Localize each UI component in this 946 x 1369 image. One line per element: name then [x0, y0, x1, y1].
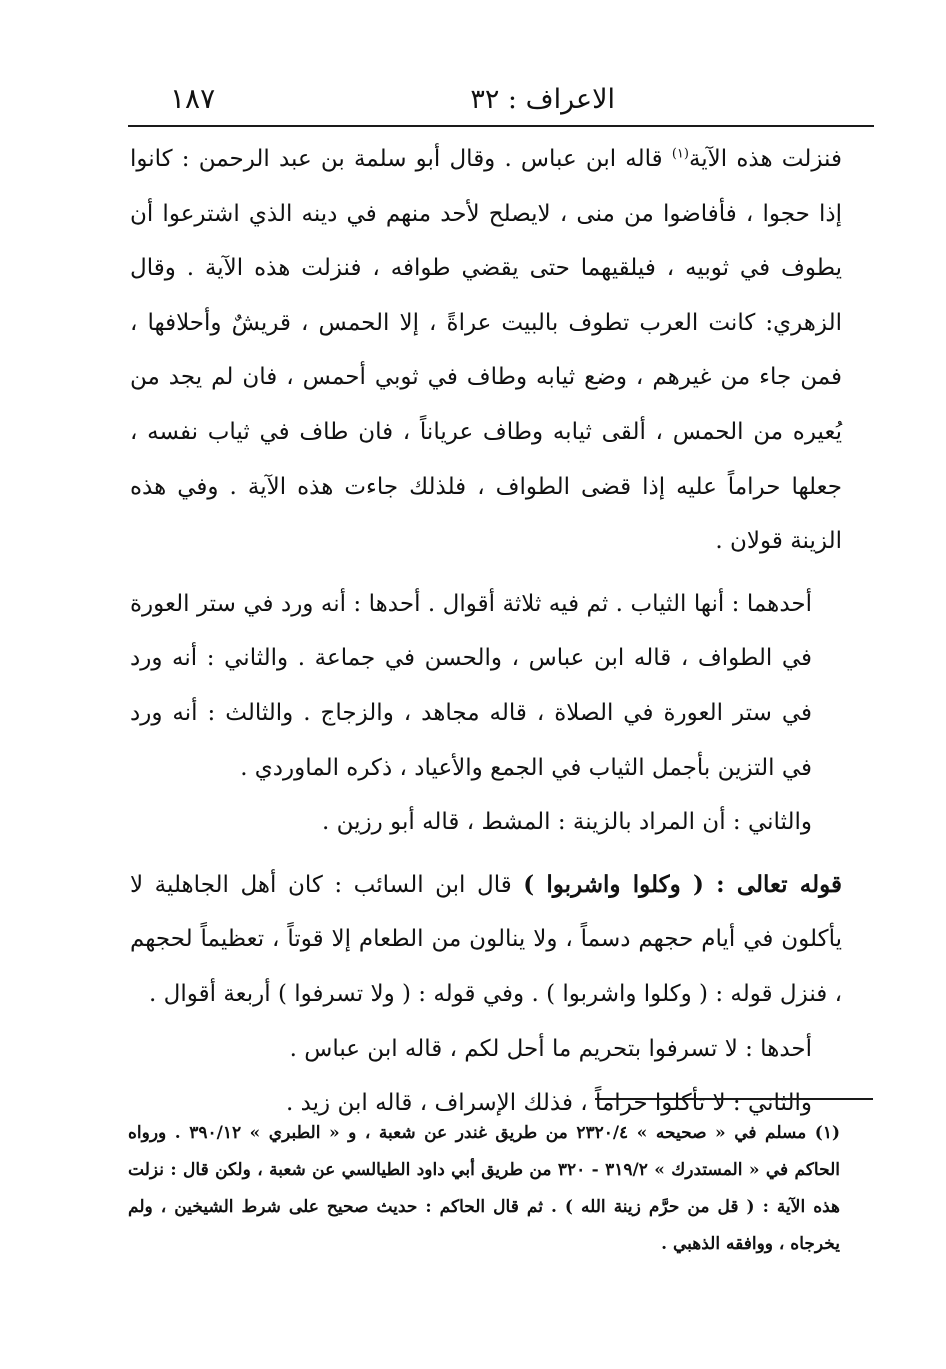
paragraph-1-start: فنزلت هذه الآية: [688, 146, 842, 172]
paragraph-4: [130, 858, 842, 1022]
running-head: [130, 80, 850, 120]
header-rule: [128, 125, 874, 127]
footnote-marker: (١): [671, 146, 689, 162]
paragraph-1: [130, 132, 842, 569]
verse-reference: قوله تعالى : ( وكلوا واشربوا ): [523, 870, 842, 898]
footnote-text: (١) مسلم في « صحيحه » ٢٣٢٠/٤ من طريق غندر عن شعبة ، و « الطبري » ٣٩٠/١٢ . ورواه الحاكم في « المستدرك » ٣١٩/٢ - ٣٢٠ من طريق أبي داود الطيالسي عن شعبة ، ولكن قال : نزلت هذه الآية : ( قل من حرَّم زينة الله ) . ثم قال الحاكم : حديث صحيح على شرط الشيخين ، ولم يخرجاه ، ووافقه الذهبي .: [128, 1123, 840, 1254]
page-number: ١٨٧: [170, 82, 216, 115]
paragraph-2: أحدهما : أنها الثياب . ثم فيه ثلاثة أقوال . أحدها : أنه ورد في ستر العورة في الطواف ، قاله ابن عباس ، والحسن في جماعة . والثاني : أنه ورد في ستر العورة في الصلاة ، قاله مجاهد ، والزجاج . والثالث : أنه ورد في التزين بأجمل الثياب في الجمع والأعياد ، ذكره الماوردي .: [130, 590, 812, 781]
paragraph-1-rest: قاله ابن عباس . وقال أبو سلمة بن عبد الرحمن : كانوا إذا حجوا ، فأفاضوا من منى ، لايصلح لأحد منهم في دينه الذي اشترعوا أن يطوف في ثوبيه ، فيلقيهما حتى يقضي طوافه ، فنزلت هذه الآية . وقال الزهري: كانت العرب تطوف بالبيت عراةً ، إلا الحمس ، قريشٌ وأحلافها ، فمن جاء من غيرهم ، وضع ثيابه وطاف في ثوبي أحمس ، فان لم يجد من يُعيره من الحمس ، ألقى ثيابه وطاف عرياناً ، فان طاف في ثياب نفسه ، جعلها حراماً عليه إذا قضى الطواف ، فلذلك جاءت هذه الآية . وفي هذه الزينة قولان .: [130, 146, 842, 555]
paragraph-5: أحدها : لا تسرفوا بتحريم ما أحل لكم ، قاله ابن عباس .: [289, 1035, 812, 1062]
footnote: [128, 1115, 840, 1263]
main-text: [130, 132, 842, 1131]
running-head-title: الاعراف : ٣٢: [470, 84, 615, 115]
footnote-rule: [595, 1098, 873, 1100]
paragraph-4-rest: قال ابن السائب : كان أهل الجاهلية لا يأكلون في أيام حجهم دسماً ، ولا ينالون من الطعام إلا قوتاً ، تعظيماً لحجهم ، فنزل قوله : ( وكلوا واشربوا ) . وفي قوله : ( ولا تسرفوا ) أربعة أقوال .: [130, 871, 842, 1007]
paragraph-3: والثاني : أن المراد بالزينة : المشط ، قاله أبو رزين .: [322, 809, 812, 836]
paragraph-6: والثاني : لا تأكلوا حراماً ، فذلك الإسراف ، قاله ابن زيد .: [285, 1090, 812, 1117]
